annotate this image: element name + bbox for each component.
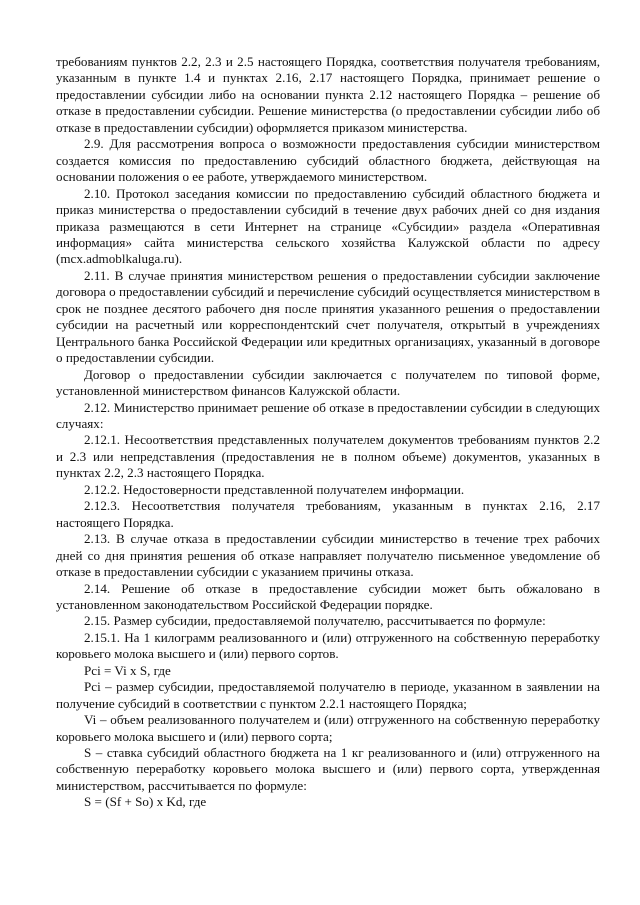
paragraph-2-12-2: 2.12.2. Недостоверности представленной получателем информации. xyxy=(84,481,465,497)
formula-pci: Pci = Vi x S, где xyxy=(84,662,171,678)
paragraph-2-13: 2.13. В случае отказа в предоставлении субсидии министерство в течение трех рабочих дней со дня принятия решения об отказе направляет получателю письменное уведомление об отказе в предоставлении субсидии с указанием причины отказа. xyxy=(56,531,600,580)
paragraph-2-12-1: 2.12.1. Несоответствия представленных получателем документов требованиям пунктов 2.2 и 2.3 или непредставления (предоставления не в полном объеме) документов, указанных в пунктах 2.2, 2.3 настоящего Порядка. xyxy=(56,432,600,481)
paragraph-2-9: 2.9. Для рассмотрения вопроса о возможности предоставления субсидии министерством создается комиссия по предоставлению субсидий областного бюджета, действующая на основании положения о ее работе, утверждаемого министерством. xyxy=(56,136,600,185)
definition-s: S – ставка субсидий областного бюджета на 1 кг реализованного и (или) отгруженного на собственную переработку коровьего молока высшего и (или) первого сорта, утвержденная министерством, рассчитывается по формуле: xyxy=(56,745,600,793)
formula-s: S = (Sf + So) x Kd, где xyxy=(84,794,207,810)
paragraph-2-10: 2.10. Протокол заседания комиссии по предоставлению субсидий областного бюджета и приказ министерства о предоставлении субсидий в течение двух рабочих дней со дня издания приказа размещаются в сети Интернет на странице «Субсидии» раздела «Оперативная информация» сайта министерства сельского хозяйства Калужской области по адресу (mcx.admoblkaluga.ru). xyxy=(56,185,600,267)
paragraph-2-15: 2.15. Размер субсидии, предоставляемой получателю, рассчитывается по формуле: xyxy=(84,613,546,629)
paragraph-2-12-3: 2.12.3. Несоответствия получателя требованиям, указанным в пунктах 2.16, 2.17 настоящего Порядка. xyxy=(56,498,600,530)
document-page xyxy=(56,54,600,811)
paragraph-contract-form: Договор о предоставлении субсидии заключается с получателем по типовой форме, установленной министерством финансов Калужской области. xyxy=(56,366,600,399)
paragraph-2-15-1: 2.15.1. На 1 килограмм реализованного и (или) отгруженного на собственную переработку коровьего молока высшего и (или) первого сортов. xyxy=(56,629,600,662)
paragraph-2-14: 2.14. Решение об отказе в предоставление субсидии может быть обжаловано в установленном законодательством Российской Федерации порядке. xyxy=(56,580,600,612)
paragraph-decision-continuation: требованиям пунктов 2.2, 2.3 и 2.5 настоящего Порядка, соответствия получателя требованиям, указанным в пункте 1.4 и пунктах 2.16, 2.17 настоящего Порядка, принимает решение о предоставлении субсидии либо на основании пункта 2.12 настоящего Порядка – решение об отказе в предоставлении субсидии. Решение министерства (о предоставлении субсидии либо об отказе в предоставлении субсидии) оформляется приказом министерства. xyxy=(56,54,600,135)
definition-vi: Vi – объем реализованного получателем и (или) отгруженного на собственную переработку коровьего молока высшего и (или) первого сорта; xyxy=(56,712,600,744)
paragraph-2-11: 2.11. В случае принятия министерством решения о предоставлении субсидии заключение договора о предоставлении субсидий и перечисление субсидий осуществляется министерством в срок не позднее десятого рабочего дня после принятия указанного решения о предоставлении субсидии на расчетный или корреспондентский счет получателя, открытый в учреждениях Центрального банка Российской Федерации или кредитных организациях, указанный в договоре о предоставлении субсидии. xyxy=(56,267,600,366)
definition-pci: Pci – размер субсидии, предоставляемой получателю в периоде, указанном в заявлении на получение субсидий в соответствии с пунктом 2.2.1 настоящего Порядка; xyxy=(56,679,600,711)
paragraph-2-12: 2.12. Министерство принимает решение об отказе в предоставлении субсидии в следующих случаях: xyxy=(56,399,600,431)
